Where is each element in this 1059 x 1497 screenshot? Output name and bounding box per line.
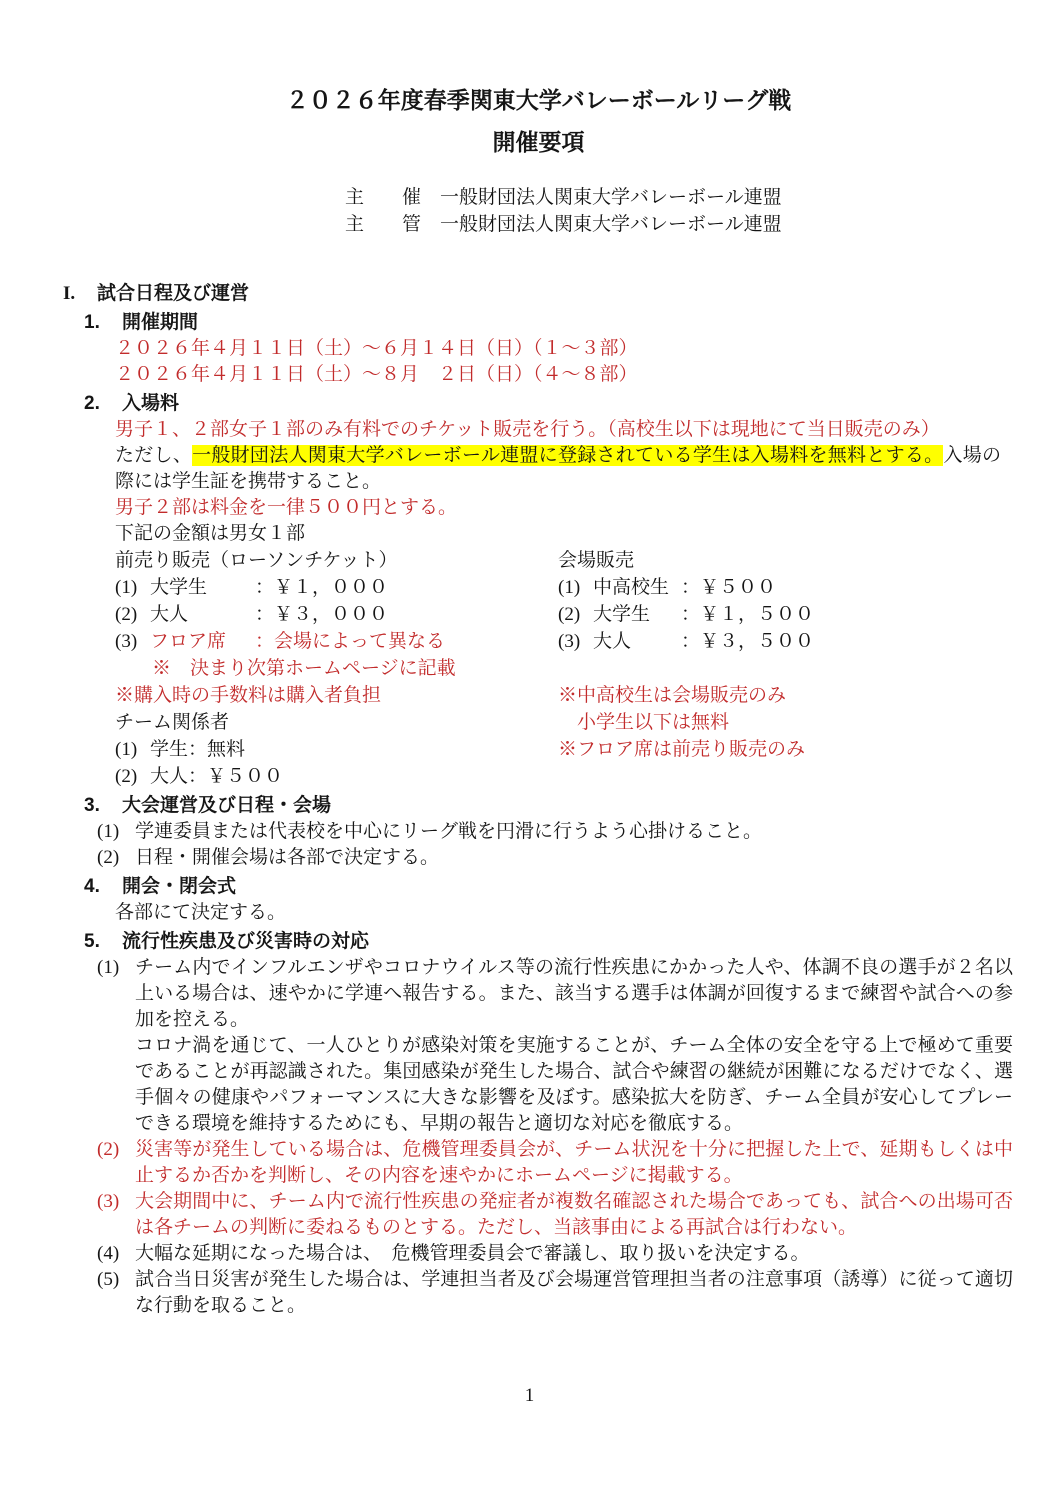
spacer-row — [558, 655, 1014, 682]
list-item: (2) 災害等が発生している場合は、危機管理委員会が、チーム状況を十分に把握した上で、延期もしくは中止するか否かを判断し、その内容を速やかにホームページに掲載する。 — [97, 1139, 1013, 1186]
section-1-number: I. — [63, 283, 76, 304]
subsection-3-title: 大会運営及び日程・会場 — [122, 795, 332, 816]
presale-item: (1) 大学生 ：￥１，０００ — [115, 577, 389, 598]
admission-line-4: 下記の金額は男女１部 — [115, 523, 306, 544]
subsection-4-number: 4. — [84, 876, 100, 897]
subsection-5-heading — [84, 928, 1014, 955]
sponsor-block — [345, 184, 1014, 238]
list-item: (1) チーム内でインフルエンザやコロナウイルス等の流行性疾患にかかった人や、体調不良の選手が２名以上いる場合は、速やかに学連へ報告する。また、該当する選手は体調が回復するまで練習や試合への参加を控える。 — [97, 957, 1013, 1030]
venue-item: (2) 大学生 ：￥１，５００ — [558, 604, 815, 625]
admission-line-2-highlight: 一般財団法人関東大学バレーボール連盟に登録されている学生は入場料を無料とする。 — [192, 445, 944, 466]
subsection-2-heading — [84, 390, 1014, 417]
presale-column — [115, 547, 558, 790]
venue-column — [558, 547, 1014, 790]
subsection-4-title: 開会・閉会式 — [122, 876, 237, 897]
team-title: チーム関係者 — [115, 712, 230, 733]
subsection-2-number: 2. — [84, 393, 100, 414]
list-item-continuation: コロナ渦を通じて、一人ひとりが感染対策を実施することが、チーム全体の安全を守る上で極めて重要であることが再認識された。集団感染が発生した場合、試合や練習の継続が困難になるだけでなく、選手個々の健康やパフォーマンスに大きな影響を及ぼす。感染拡大を防ぎ、チーム全員が安心してプレーできる環境を維持するためにも、早期の報告と適切な対応を徹底する。 — [135, 1035, 1013, 1134]
section-1-title: 試合日程及び運営 — [97, 283, 250, 304]
subsection-2-title: 入場料 — [122, 393, 180, 414]
venue-note-3: ※フロア席は前売り販売のみ — [558, 739, 806, 760]
presale-item: (2) 大人 ：￥３，０００ — [115, 604, 389, 625]
date-range-1: ２０２６年４月１１日（土）～６月１４日（日）（１～３部） — [115, 338, 638, 359]
subsection-1-number: 1. — [84, 312, 100, 333]
admission-line-2-suffix: 入場の際には学生証を携帯すること。 — [115, 445, 1001, 492]
venue-title: 会場販売 — [558, 550, 635, 571]
subsection-4-body: 各部にて決定する。 — [115, 902, 287, 923]
list-item: (1) 学連委員または代表校を中心にリーグ戦を円滑に行うよう心掛けること。 — [97, 821, 763, 842]
subsection-4-heading — [84, 873, 1014, 900]
sponsor-line: 主 催 一般財団法人関東大学バレーボール連盟 — [345, 187, 782, 208]
list-item: (5) 試合当日災害が発生した場合は、学連担当者及び会場運営管理担当者の注意事項（誘導）に従って適切な行動を取ること。 — [97, 1269, 1013, 1316]
date-range-2: ２０２６年４月１１日（土）～８月 ２日（日）（４～８部） — [115, 364, 638, 385]
presale-floor-note: ※ 決まり次第ホームページに記載 — [152, 658, 456, 679]
page-number: 1 — [524, 1385, 535, 1406]
subsection-3-number: 3. — [84, 795, 100, 816]
admission-line-2-prefix: ただし、 — [115, 445, 193, 466]
page-subtitle: 開催要項 — [492, 130, 585, 155]
title-block — [63, 80, 1014, 164]
admission-line-1: 男子１、２部女子１部のみ有料でのチケット販売を行う。（高校生以下は現地にて当日販売のみ） — [115, 419, 940, 440]
section-1-heading — [63, 280, 1014, 307]
list-item: (2) 日程・開催会場は各部で決定する。 — [97, 847, 440, 868]
subsection-3-heading — [84, 792, 1014, 819]
subsection-5-title: 流行性疾患及び災害時の対応 — [122, 931, 370, 952]
team-item: (1) 学生：無料 — [115, 739, 246, 760]
admission-line-3: 男子２部は料金を一律５００円とする。 — [115, 497, 458, 518]
admission-line-2 — [115, 443, 1001, 495]
venue-item: (3) 大人 ：￥３，５００ — [558, 631, 815, 652]
subsection-1-title: 開催期間 — [122, 312, 199, 333]
presale-title: 前売り販売（ローソンチケット） — [115, 550, 398, 571]
list-item: (3) 大会期間中に、チーム内で流行性疾患の発症者が複数名確認された場合であっても、試合への出場可否は各チームの判断に委ねるものとする。ただし、当該事由による再試合は行わない。 — [97, 1191, 1013, 1238]
list-item: (4) 大幅な延期になった場合は、 危機管理委員会で審議し、取り扱いを決定する。 — [97, 1243, 810, 1264]
venue-item: (1) 中高校生 ：￥５００ — [558, 577, 777, 598]
page-title: ２０２６年度春季関東大学バレーボールリーグ戦 — [285, 88, 792, 113]
manager-line: 主 管 一般財団法人関東大学バレーボール連盟 — [345, 214, 782, 235]
venue-note-2: 小学生以下は無料 — [558, 712, 730, 733]
price-columns — [115, 547, 1014, 790]
team-item: (2) 大人：￥５００ — [115, 766, 284, 787]
subsection-1-heading — [84, 309, 1014, 336]
presale-fee-note: ※購入時の手数料は購入者負担 — [115, 685, 382, 706]
venue-note-1: ※中高校生は会場販売のみ — [558, 685, 787, 706]
presale-item: (3) フロア席 ：会場によって異なる — [115, 631, 446, 652]
subsection-5-number: 5. — [84, 931, 100, 952]
